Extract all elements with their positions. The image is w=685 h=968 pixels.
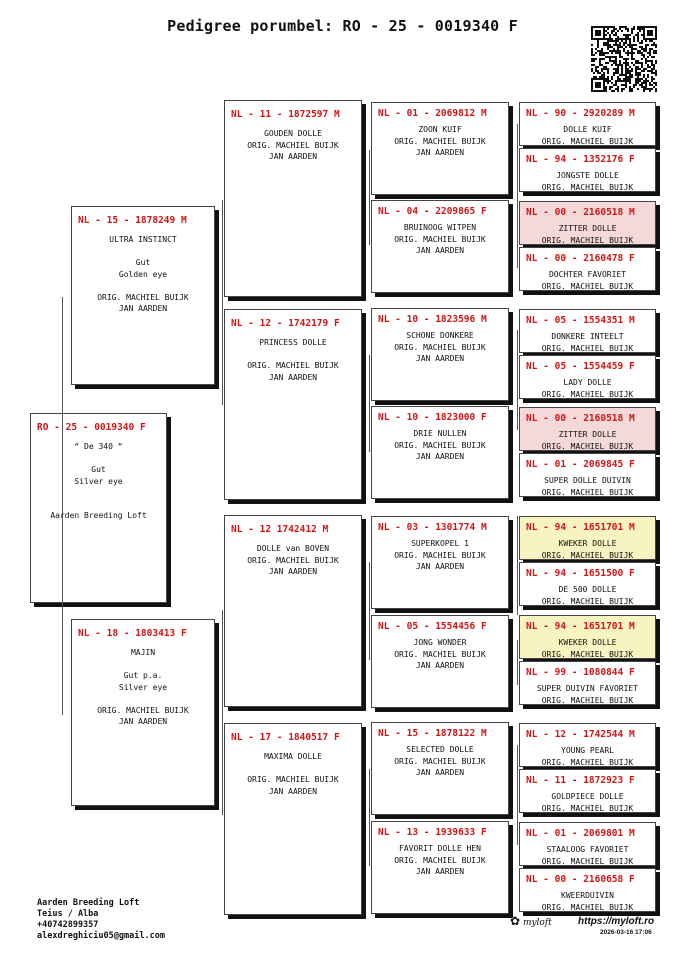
- ring-number: NL - 94 - 1352176 F: [526, 154, 635, 165]
- connector-line: [517, 222, 518, 268]
- ring-number: NL - 90 - 2920289 M: [526, 108, 635, 119]
- pigeon-card-g4-14[interactable]: [519, 769, 656, 813]
- pigeon-details: SELECTED DOLLE ORIG. MACHIEL BUIJK JAN AARDEN: [394, 745, 486, 777]
- pigeon-card-g4-9[interactable]: [519, 516, 656, 560]
- pigeon-card-g3-6[interactable]: [371, 615, 509, 708]
- pigeon-details: KWEKER DOLLE ORIG. MACHIEL BUIJK: [541, 638, 634, 659]
- pigeon-card-g3-8[interactable]: [371, 821, 509, 914]
- footer-contact: [37, 898, 165, 942]
- ring-number: NL - 17 - 1840517 F: [231, 732, 340, 743]
- pigeon-card-gp3[interactable]: [224, 515, 362, 707]
- pigeon-details: ZITTER DOLLE ORIG. MACHIEL BUIJK: [541, 430, 634, 451]
- pigeon-details: SUPER DOLLE DUIVIN ORIG. MACHIEL BUIJK: [541, 476, 634, 497]
- connector-line: [517, 745, 518, 845]
- pigeon-card-sire[interactable]: [71, 206, 215, 385]
- ring-number: NL - 05 - 1554351 M: [526, 315, 635, 326]
- pigeon-card-g4-5[interactable]: [519, 309, 656, 353]
- footer-date: 2026-03-16 17:06: [600, 929, 652, 936]
- pigeon-card-g4-16[interactable]: [519, 868, 656, 912]
- connector-line: [369, 355, 370, 452]
- connector-line: [62, 297, 63, 715]
- pigeon-card-g3-2[interactable]: [371, 200, 509, 293]
- pigeon-details: SCHONE DONKERE ORIG. MACHIEL BUIJK JAN AARDEN: [394, 331, 486, 363]
- ring-number: NL - 10 - 1823596 M: [378, 314, 487, 325]
- pigeon-details: DONKERE INTEELT ORIG. MACHIEL BUIJK: [541, 332, 634, 353]
- ring-number: NL - 94 - 1651701 M: [526, 522, 635, 533]
- ring-number: NL - 03 - 1301774 M: [378, 522, 487, 533]
- connector-line: [517, 516, 518, 615]
- myloft-logo-icon: ✿: [510, 914, 521, 928]
- pigeon-details: ULTRA INSTINCT Gut Golden eye ORIG. MACHIEL BUIJK JAN AARDEN: [97, 235, 189, 313]
- footer-loft: Aarden Breeding Loft: [37, 898, 140, 908]
- pigeon-card-g4-8[interactable]: [519, 453, 656, 497]
- pigeon-card-g4-10[interactable]: [519, 562, 656, 606]
- ring-number: NL - 01 - 2069812 M: [378, 108, 487, 119]
- myloft-logo: [510, 914, 552, 928]
- pigeon-card-g3-4[interactable]: [371, 406, 509, 499]
- pigeon-card-gp1[interactable]: [224, 100, 362, 297]
- ring-number: NL - 05 - 1554456 F: [378, 621, 487, 632]
- pigeon-details: DRIE NULLEN ORIG. MACHIEL BUIJK JAN AARDEN: [394, 429, 486, 461]
- pigeon-card-g4-1[interactable]: [519, 102, 656, 146]
- page-title: Pedigree porumbel: RO - 25 - 0019340 F: [167, 17, 518, 35]
- connector-line: [517, 330, 518, 430]
- qr-code-icon: [591, 26, 657, 92]
- pigeon-details: DOLLE KUIF ORIG. MACHIEL BUIJK: [541, 125, 634, 146]
- ring-number: NL - 15 - 1878249 M: [78, 215, 187, 226]
- pigeon-details: GOLDPIECE DOLLE ORIG. MACHIEL BUIJK: [541, 792, 634, 813]
- connector-line: [222, 610, 223, 815]
- pigeon-details: MAXIMA DOLLE ORIG. MACHIEL BUIJK JAN AARDEN: [247, 752, 339, 796]
- pigeon-card-dam[interactable]: [71, 619, 215, 806]
- ring-number: NL - 99 - 1080844 F: [526, 667, 635, 678]
- pigeon-card-g3-3[interactable]: [371, 308, 509, 401]
- pigeon-details: SUPERKOPEL 1 ORIG. MACHIEL BUIJK JAN AARDEN: [394, 539, 486, 571]
- pigeon-details: DOCHTER FAVORIET ORIG. MACHIEL BUIJK: [541, 270, 634, 291]
- pigeon-card-gp4[interactable]: [224, 723, 362, 915]
- pigeon-details: GOUDEN DOLLE ORIG. MACHIEL BUIJK JAN AARDEN: [247, 129, 339, 161]
- pigeon-card-subject[interactable]: [30, 413, 167, 603]
- pigeon-details: STAALOOG FAVORIET ORIG. MACHIEL BUIJK: [541, 845, 634, 866]
- pigeon-card-g4-11[interactable]: [519, 615, 656, 659]
- brand-name: myloft: [522, 918, 552, 928]
- ring-number: NL - 00 - 2160518 M: [526, 413, 635, 424]
- ring-number: NL - 11 - 1872923 F: [526, 775, 635, 786]
- ring-number: NL - 18 - 1803413 F: [78, 628, 187, 639]
- ring-number: NL - 05 - 1554459 F: [526, 361, 635, 372]
- ring-number: NL - 11 - 1872597 M: [231, 109, 340, 120]
- pigeon-card-g4-12[interactable]: [519, 661, 656, 705]
- ring-number: NL - 00 - 2160658 F: [526, 874, 635, 885]
- ring-number: NL - 12 - 1742179 F: [231, 318, 340, 329]
- footer-url[interactable]: https://myloft.ro: [578, 916, 655, 927]
- pigeon-card-g4-6[interactable]: [519, 355, 656, 399]
- connector-line: [517, 640, 518, 685]
- connector-line: [369, 150, 370, 245]
- pigeon-details: DOLLE van BOVEN ORIG. MACHIEL BUIJK JAN AARDEN: [247, 544, 339, 576]
- ring-number: NL - 12 - 1742544 M: [526, 729, 635, 740]
- pigeon-details: DE 500 DOLLE ORIG. MACHIEL BUIJK: [541, 585, 634, 606]
- pigeon-details: YOUNG PEARL ORIG. MACHIEL BUIJK: [541, 746, 634, 767]
- pigeon-details: KWEERDUIVIN ORIG. MACHIEL BUIJK: [541, 891, 634, 912]
- pigeon-details: JONG WONDER ORIG. MACHIEL BUIJK JAN AARDEN: [394, 638, 486, 670]
- ring-number: NL - 13 - 1939633 F: [378, 827, 487, 838]
- ring-number: NL - 94 - 1651701 M: [526, 621, 635, 632]
- pigeon-details: SUPER DUIVIN FAVORIET ORIG. MACHIEL BUIJK: [536, 684, 639, 705]
- pigeon-details: BRUINOOG WITPEN ORIG. MACHIEL BUIJK JAN AARDEN: [394, 223, 486, 255]
- ring-number: NL - 12 1742412 M: [231, 524, 329, 535]
- pigeon-card-g4-13[interactable]: [519, 723, 656, 767]
- ring-number: RO - 25 - 0019340 F: [37, 422, 146, 433]
- ring-number: NL - 01 - 2069801 M: [526, 828, 635, 839]
- ring-number: NL - 01 - 2069845 F: [526, 459, 635, 470]
- pigeon-details: LADY DOLLE ORIG. MACHIEL BUIJK: [541, 378, 634, 399]
- ring-number: NL - 10 - 1823000 F: [378, 412, 487, 423]
- pigeon-details: KWEKER DOLLE ORIG. MACHIEL BUIJK: [541, 539, 634, 560]
- connector-line: [369, 562, 370, 660]
- pigeon-card-g4-15[interactable]: [519, 822, 656, 866]
- connector-line: [369, 769, 370, 866]
- pigeon-card-g3-7[interactable]: [371, 722, 509, 815]
- pigeon-card-g3-5[interactable]: [371, 516, 509, 609]
- ring-number: NL - 04 - 2209865 F: [378, 206, 487, 217]
- pigeon-details: PRINCESS DOLLE ORIG. MACHIEL BUIJK JAN AARDEN: [247, 338, 339, 382]
- ring-number: NL - 00 - 2160518 M: [526, 207, 635, 218]
- pigeon-details: “ De 340 “ Gut Silver eye Aarden Breeding Loft: [50, 442, 147, 520]
- ring-number: NL - 94 - 1651500 F: [526, 568, 635, 579]
- footer-location: Teius / Alba: [37, 909, 99, 919]
- pigeon-card-g4-2[interactable]: [519, 148, 656, 192]
- pigeon-card-g3-1[interactable]: [371, 102, 509, 195]
- pigeon-card-gp2[interactable]: [224, 309, 362, 500]
- footer-phone[interactable]: +40742899357: [37, 920, 99, 930]
- pigeon-details: JONGSTE DOLLE ORIG. MACHIEL BUIJK: [541, 171, 634, 192]
- pigeon-card-g4-7[interactable]: [519, 407, 656, 451]
- connector-line: [517, 124, 518, 222]
- connector-line: [222, 200, 223, 405]
- pigeon-details: FAVORIT DOLLE HEN ORIG. MACHIEL BUIJK JAN AARDEN: [394, 844, 486, 876]
- pigeon-details: ZOON KUIF ORIG. MACHIEL BUIJK JAN AARDEN: [394, 125, 486, 157]
- ring-number: NL - 00 - 2160478 F: [526, 253, 635, 264]
- pigeon-details: MAJIN Gut p.a. Silver eye ORIG. MACHIEL BUIJK JAN AARDEN: [97, 648, 189, 726]
- ring-number: NL - 15 - 1878122 M: [378, 728, 487, 739]
- pigeon-card-g4-3[interactable]: [519, 201, 656, 245]
- pigeon-card-g4-4[interactable]: [519, 247, 656, 291]
- footer-email[interactable]: alexdreghiciu05@gmail.com: [37, 931, 165, 941]
- pigeon-details: ZITTER DOLLE ORIG. MACHIEL BUIJK: [541, 224, 634, 245]
